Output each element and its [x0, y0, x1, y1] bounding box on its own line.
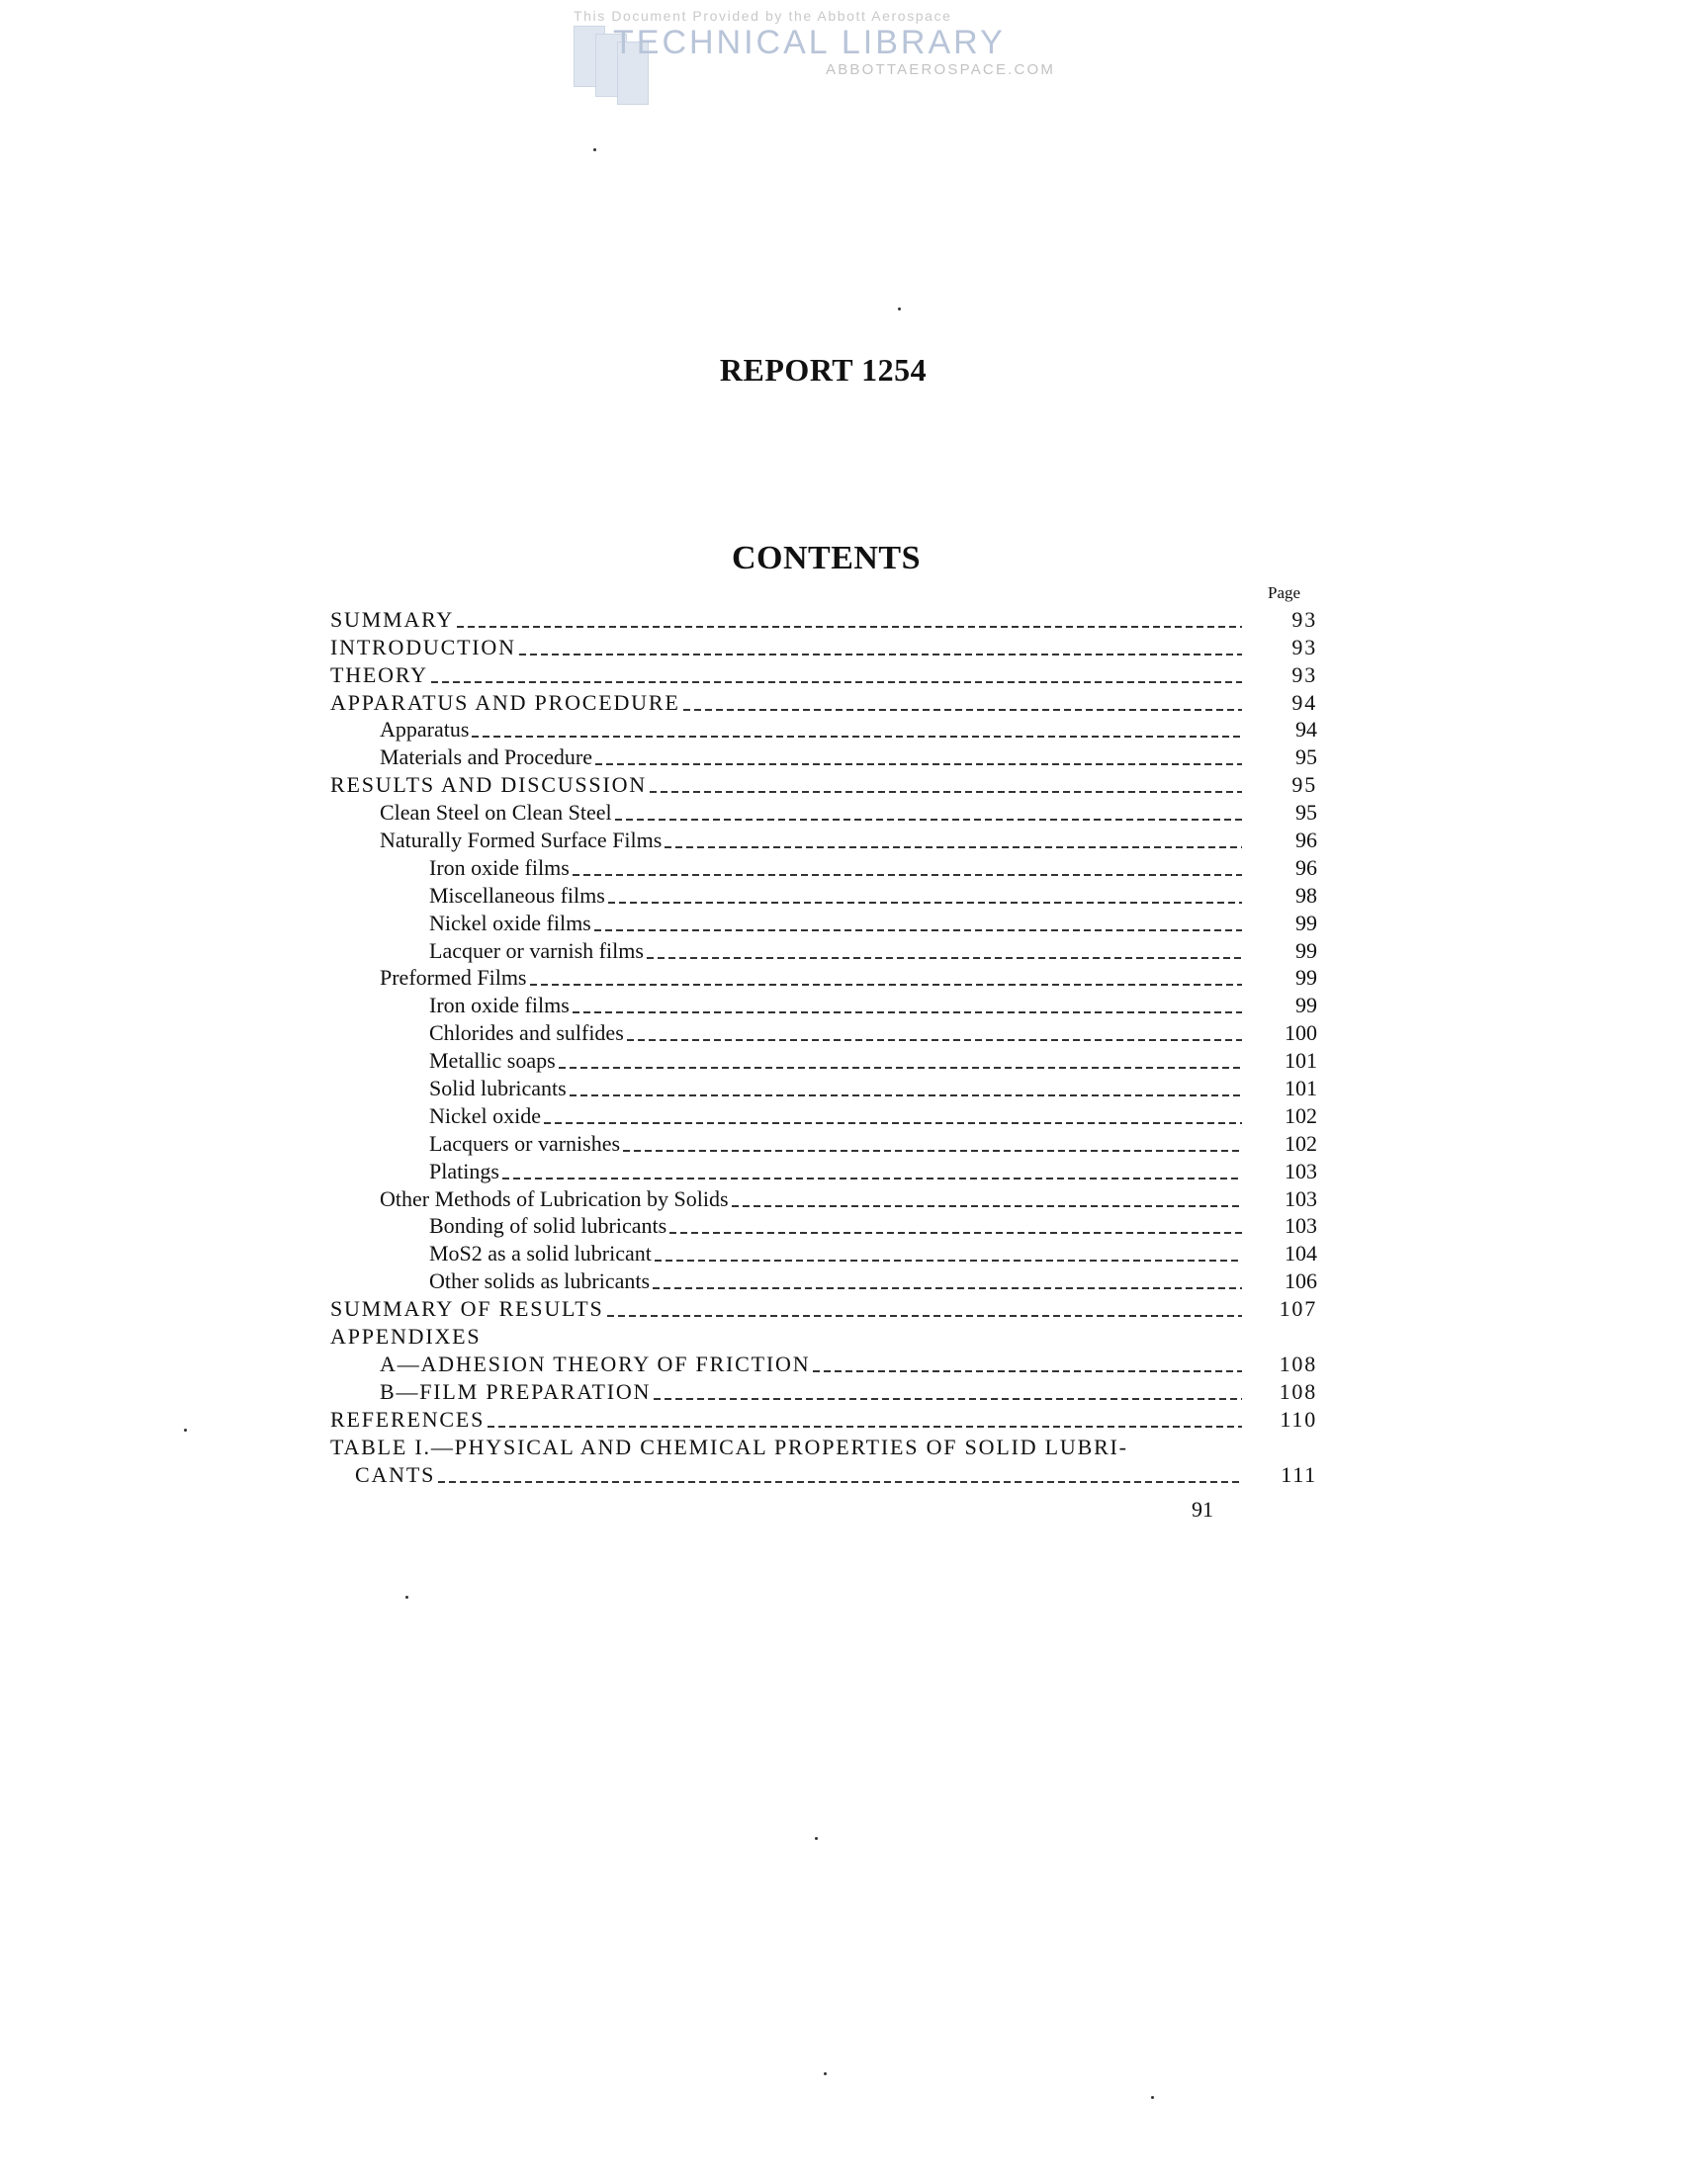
toc-entry-title: CANTS — [355, 1461, 436, 1487]
scan-speck — [593, 148, 596, 151]
toc-entry-lacquers-varnishes[interactable] — [330, 1129, 1319, 1157]
page-column-label: Page — [1268, 583, 1301, 602]
dot-leader — [438, 1481, 1242, 1483]
toc-entry-theory[interactable] — [330, 660, 1319, 688]
watermark-library-title: TECHNICAL LIBRARY — [613, 24, 1006, 61]
toc-entry-naturally-formed-films[interactable] — [330, 826, 1319, 853]
toc-entry-results-and-discussion[interactable] — [330, 770, 1319, 798]
toc-entry-table-1[interactable] — [330, 1433, 1319, 1460]
toc-entry-title: Other Methods of Lubrication by Solids — [380, 1185, 729, 1211]
dot-leader — [615, 819, 1242, 821]
dot-leader — [431, 681, 1242, 683]
toc-entry-title: Solid lubricants — [429, 1076, 567, 1101]
report-title: REPORT 1254 — [719, 352, 928, 388]
toc-entry-title: INTRODUCTION — [330, 634, 516, 659]
toc-entry-nickel-oxide[interactable] — [330, 1101, 1319, 1129]
toc-entry-summary[interactable] — [330, 605, 1319, 633]
toc-entry-page: 94 — [1295, 717, 1317, 743]
scan-speck — [184, 1429, 187, 1432]
toc-entry-page: 104 — [1285, 1241, 1317, 1267]
dot-leader — [1131, 1453, 1242, 1455]
dot-leader — [608, 902, 1242, 904]
toc-entry-appendix-b[interactable] — [330, 1377, 1319, 1405]
dot-leader — [502, 1178, 1242, 1179]
toc-entry-references[interactable] — [330, 1405, 1319, 1433]
dot-leader — [683, 709, 1242, 711]
toc-entry-page: 95 — [1295, 800, 1317, 826]
dot-leader — [623, 1150, 1242, 1152]
toc-entry-page: 106 — [1285, 1268, 1317, 1294]
toc-entry-title: Lacquer or varnish films — [429, 937, 644, 963]
dot-leader — [530, 984, 1243, 986]
toc-entry-title: APPARATUS AND PROCEDURE — [330, 689, 680, 715]
dot-leader — [595, 763, 1242, 765]
toc-entry-apparatus[interactable] — [330, 716, 1319, 743]
dot-leader — [570, 1094, 1242, 1096]
toc-entry-page: 102 — [1285, 1130, 1317, 1156]
toc-entry-title: Platings — [429, 1158, 499, 1183]
dot-leader — [559, 1067, 1242, 1069]
toc-entry-page: 101 — [1285, 1076, 1317, 1101]
watermark-url: ABBOTTAEROSPACE.COM — [826, 61, 1056, 78]
toc-entry-title: THEORY — [330, 661, 428, 687]
toc-entry-platings[interactable] — [330, 1157, 1319, 1184]
toc-entry-other-solids[interactable] — [330, 1267, 1319, 1294]
toc-entry-summary-of-results[interactable] — [330, 1294, 1319, 1322]
toc-entry-introduction[interactable] — [330, 633, 1319, 660]
toc-entry-page: 95 — [1295, 744, 1317, 770]
toc-entry-page: 96 — [1295, 854, 1317, 880]
dot-leader — [594, 929, 1242, 931]
toc-entry-page: 103 — [1285, 1213, 1317, 1239]
dot-leader — [519, 654, 1242, 655]
toc-entry-title: Other solids as lubricants — [429, 1268, 651, 1294]
toc-entry-preformed-films[interactable] — [330, 964, 1319, 992]
toc-entry-solid-lubricants[interactable] — [330, 1074, 1319, 1101]
dot-leader — [484, 1343, 1242, 1345]
dot-leader — [655, 1260, 1242, 1262]
toc-entry-title: Miscellaneous films — [429, 882, 605, 908]
table-of-contents — [330, 605, 1319, 1488]
toc-entry-title: Iron oxide films — [429, 854, 570, 880]
toc-entry-title: Preformed Films — [380, 965, 527, 991]
scan-speck — [815, 1837, 818, 1840]
dot-leader — [573, 874, 1242, 876]
toc-entry-page: 99 — [1295, 937, 1317, 963]
contents-heading: CONTENTS — [731, 540, 922, 576]
toc-entry-page: 93 — [1291, 661, 1317, 687]
toc-entry-mos2-solid-lubricant[interactable] — [330, 1239, 1319, 1267]
toc-entry-title: Naturally Formed Surface Films — [380, 828, 663, 853]
scan-speck — [898, 307, 901, 310]
toc-entry-clean-steel[interactable] — [330, 798, 1319, 826]
toc-entry-page: 99 — [1295, 993, 1317, 1018]
toc-entry-title: SUMMARY — [330, 606, 455, 632]
toc-entry-lacquer-varnish-films[interactable] — [330, 936, 1319, 964]
toc-entry-title: Iron oxide films — [429, 993, 570, 1018]
dot-leader — [457, 626, 1242, 628]
toc-entry-title: Nickel oxide — [429, 1102, 542, 1128]
scan-speck — [824, 2072, 827, 2075]
toc-entry-page: 108 — [1279, 1378, 1317, 1404]
toc-entry-title: MoS2 as a solid lubricant — [429, 1241, 652, 1267]
dot-leader — [544, 1122, 1242, 1124]
toc-entry-page: 100 — [1285, 1020, 1317, 1046]
toc-entry-page: 103 — [1285, 1185, 1317, 1211]
toc-entry-page: 94 — [1291, 689, 1317, 715]
dot-leader — [654, 1398, 1242, 1400]
toc-entry-apparatus-and-procedure[interactable] — [330, 688, 1319, 716]
dot-leader — [669, 1232, 1242, 1234]
toc-entry-page: 93 — [1291, 606, 1317, 632]
dot-leader — [472, 736, 1242, 738]
dot-leader — [647, 957, 1242, 959]
toc-entry-page: 110 — [1280, 1406, 1317, 1432]
dot-leader — [665, 846, 1242, 848]
page-number: 91 — [1192, 1497, 1213, 1522]
toc-entry-miscellaneous-films[interactable] — [330, 881, 1319, 909]
dot-leader — [813, 1370, 1242, 1372]
toc-entry-title: B—FILM PREPARATION — [380, 1378, 652, 1404]
toc-entry-iron-oxide-films-preformed[interactable] — [330, 991, 1319, 1018]
toc-entry-title: A—ADHESION THEORY OF FRICTION — [380, 1351, 811, 1376]
toc-entry-page: 111 — [1281, 1461, 1317, 1487]
toc-entry-page: 103 — [1285, 1158, 1317, 1183]
watermark-provider-line: This Document Provided by the Abbott Aerospace — [574, 8, 952, 24]
toc-entry-page: 101 — [1285, 1048, 1317, 1074]
toc-entry-table-1-continued[interactable] — [330, 1460, 1319, 1488]
toc-entry-page: 108 — [1279, 1351, 1317, 1376]
dot-leader — [732, 1205, 1242, 1207]
toc-entry-page: 98 — [1295, 882, 1317, 908]
toc-entry-title: Lacquers or varnishes — [429, 1130, 621, 1156]
toc-entry-title: Nickel oxide films — [429, 910, 591, 935]
dot-leader — [650, 791, 1242, 793]
toc-entry-title: REFERENCES — [330, 1406, 486, 1432]
toc-entry-metallic-soaps[interactable] — [330, 1046, 1319, 1074]
dot-leader — [488, 1426, 1242, 1428]
toc-entry-title: Chlorides and sulfides — [429, 1020, 624, 1046]
toc-entry-page: 102 — [1285, 1102, 1317, 1128]
toc-entry-other-methods[interactable] — [330, 1184, 1319, 1212]
toc-entry-title: Clean Steel on Clean Steel — [380, 800, 612, 826]
toc-entry-page: 99 — [1295, 965, 1317, 991]
toc-entry-page: 107 — [1279, 1296, 1317, 1322]
toc-entry-appendix-a[interactable] — [330, 1350, 1319, 1377]
toc-entry-bonding-solid-lubricants[interactable] — [330, 1212, 1319, 1240]
toc-entry-title: APPENDIXES — [330, 1324, 482, 1350]
toc-entry-title: Bonding of solid lubricants — [429, 1213, 667, 1239]
toc-entry-page: 93 — [1291, 634, 1317, 659]
toc-entry-title: RESULTS AND DISCUSSION — [330, 772, 647, 798]
toc-entry-title: SUMMARY OF RESULTS — [330, 1296, 604, 1322]
toc-entry-title: Apparatus — [380, 717, 470, 743]
toc-entry-page: 95 — [1291, 772, 1317, 798]
toc-entry-iron-oxide-films[interactable] — [330, 853, 1319, 881]
toc-entry-title: TABLE I.—PHYSICAL AND CHEMICAL PROPERTIES OF SOLID LUBRI- — [330, 1434, 1128, 1459]
scan-speck — [405, 1596, 408, 1599]
scan-speck — [1151, 2096, 1154, 2099]
dot-leader — [627, 1039, 1242, 1041]
dot-leader — [653, 1287, 1242, 1289]
toc-entry-chlorides-sulfides[interactable] — [330, 1018, 1319, 1046]
toc-entry-page: 96 — [1295, 828, 1317, 853]
dot-leader — [573, 1011, 1242, 1013]
toc-entry-title: Materials and Procedure — [380, 744, 593, 770]
toc-entry-nickel-oxide-films[interactable] — [330, 909, 1319, 936]
watermark — [564, 4, 1088, 113]
dot-leader — [607, 1315, 1242, 1317]
toc-entry-appendixes[interactable] — [330, 1322, 1319, 1350]
toc-entry-title: Metallic soaps — [429, 1048, 556, 1074]
toc-entry-page: 99 — [1295, 910, 1317, 935]
toc-entry-materials-and-procedure[interactable] — [330, 743, 1319, 770]
